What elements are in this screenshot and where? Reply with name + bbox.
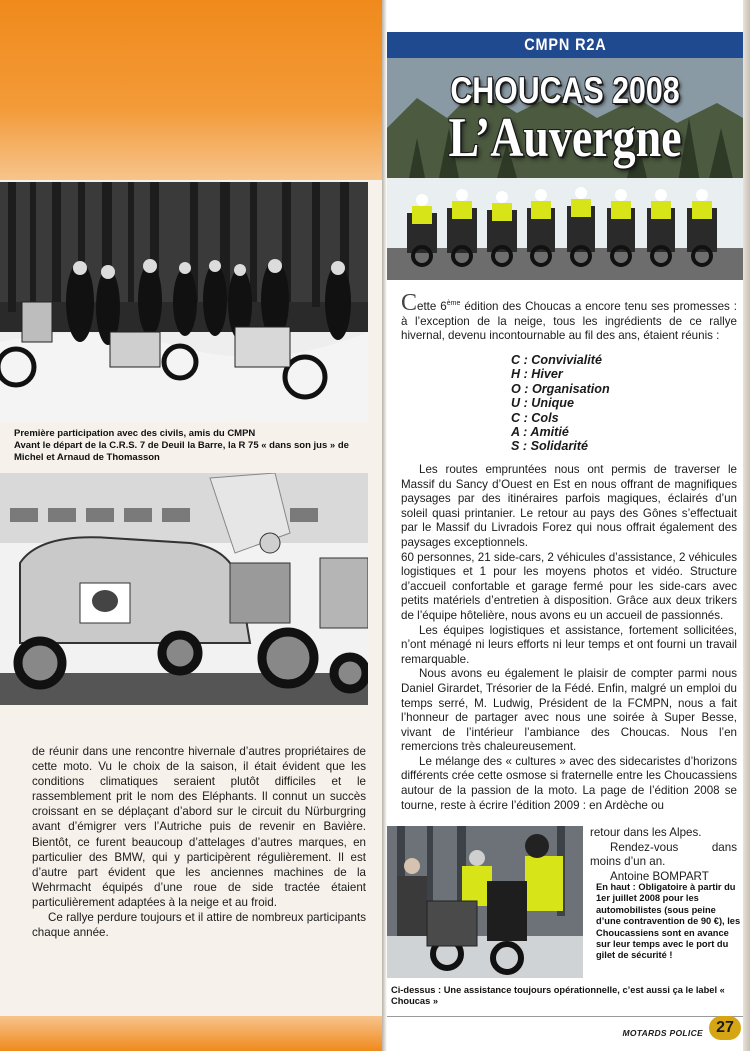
caption-line: Première participation avec des civils, amis du CMPN: [14, 428, 256, 439]
headline-subtitle: L’Auvergne: [448, 107, 682, 169]
closing-line: retour dans les Alpes.: [590, 826, 702, 839]
acrostic-item: U : Unique: [511, 396, 574, 411]
dropcap: C: [401, 290, 418, 316]
acrostic-item: H : Hiver: [511, 367, 563, 382]
paragraph: Nous avons eu également le plaisir de compter parmi nous Daniel Girardet, Trésorier de la Fédé. Enfin, malgré un emploi du temps serré, M. Ludwig, Président de la FCMPN, nous a fait l’honneur de partager avec nous une soirée à Super Besse, vivant de l’intérieur l’ambiance des Choucas. Nous l’en remercions très chaleureusement.: [401, 667, 737, 754]
intro-paragraph: [401, 290, 738, 344]
top-photo-caption: En haut : Obligatoire à partir du 1er juillet 2008 pour les automobilistes (sous peine d’une contravention de 90 €), les Choucassiens sont en avance sur leur temps avec le port du gilet de sécurité !: [596, 882, 741, 961]
acrostic-item: C : Convivialité: [511, 353, 602, 367]
assistance-photo-caption: Ci-dessus : Une assistance toujours opérationnelle, c’est aussi ça le label « Choucas »: [391, 985, 725, 1007]
orange-footer-band: [0, 1016, 382, 1051]
intro-superscript: ème: [446, 300, 461, 308]
right-article-text: [401, 463, 737, 813]
footer-rule: [387, 1016, 743, 1017]
intro-text-a: ette 6: [417, 300, 447, 313]
page-footer: [387, 1010, 743, 1040]
caption-line: Avant le départ de la C.R.S. 7 de Deuil la Barre, la R 75 « dans son jus » de Michel et Arnaud de Thomasson: [14, 440, 349, 463]
paragraph: 60 personnes, 21 side-cars, 2 véhicules d’assistance, 2 véhicules logistiques et 1 pour les moyens photos et vidéo. Structure d’accueil confortable et garage fermé pour les side-cars avec petits matériels d’entretien à disposition. Grâce aux deux trikers de l’équipe hôtelière, nous avons eu un accueil de passionnés.: [401, 550, 737, 622]
acrostic-item: O : Organisation: [511, 381, 610, 396]
sidecar-photo: [0, 473, 368, 705]
closing-text: [590, 826, 737, 884]
choucas-acrostic-list: [511, 353, 711, 454]
right-page: [387, 0, 750, 1051]
winter-photo-caption: [14, 428, 369, 464]
rendezvous-line: Rendez-vous dans moins d’un an.: [590, 840, 737, 869]
orange-header-band: [0, 0, 382, 180]
headline-title: CHOUCAS 2008: [450, 70, 680, 111]
left-article-text: [32, 744, 366, 940]
paragraph: Les routes empruntées nous ont permis de traverser le Massif du Sancy d’Ouest en Est en nous offrant de magnifiques paysages par des itinéraires parfois magiques, éclairés d’un soleil quasi printanier. Le retour au pays des Gônes s’effectuait par le Massif du Livradois Forez qui nous offrait également des paysages exceptionnels.: [401, 463, 737, 549]
intro-text-b: édition des Choucas a encore tenu ses promesses : à l’exception de la neige, tous les ingrédients de ce rallye hivernal, devenu incontournable au fil des ans, étaient réunis :: [401, 300, 738, 343]
page-edge: [743, 0, 750, 1051]
rubric-bar: [387, 32, 743, 58]
paragraph: Les équipes logistiques et assistance, fortement sollicitées, n’ont ménagé ni leurs efforts ni leur temps et ont fourni un travail remarquable.: [401, 623, 737, 666]
acrostic-item: C : Cols: [511, 410, 559, 425]
page-number-badge: 27: [709, 1016, 741, 1040]
winter-group-photo-art: [0, 182, 368, 422]
article-author: Antoine BOMPART: [610, 869, 709, 883]
acrostic-item: S : Solidarité: [511, 439, 588, 454]
assistance-photo: [387, 826, 583, 978]
sidecar-photo-art: [0, 473, 368, 705]
paragraph: Ce rallye perdure toujours et il attire de nombreux participants chaque année.: [32, 911, 366, 940]
magazine-name: MOTARDS POLICE: [622, 1028, 703, 1038]
rubric-label: CMPN R2A: [523, 35, 607, 54]
paragraph: Le mélange des « cultures » avec des sidecaristes d’horizons différents crée cette osmose si fraternelle entre les Choucassiens autour de la passion de la moto. La page de l’édition 2008 se tourne, reste à écrire l’édition 2009 : en Ardèche ou: [401, 754, 737, 812]
acrostic-item: A : Amitié: [511, 425, 569, 440]
paragraph: de réunir dans une rencontre hivernale d’autres propriétaires de cette moto. Vu le choix de la saison, il était évident que les conditions climatiques seraient plutôt difficiles et le rassemblement prit le nom des Eléphants. Il connut un succès croissant en se déplaçant d’abord sur le circuit du Nürburgring avant d’émigrer vers l’Autriche puis de revenir en Bavière. Bientôt, ce furent beaucoup d’attelages d’autres marques, en particulier des BMW, qui y participèrent régulièrement. Il est d’autre part évident que les anciennes machines de la Wehrmacht équipés d’une roue de side tractée étaient particulièrement adaptées à la neige et au froid.: [32, 745, 366, 909]
winter-group-photo: [0, 182, 368, 422]
assistance-photo-art: [387, 826, 583, 978]
